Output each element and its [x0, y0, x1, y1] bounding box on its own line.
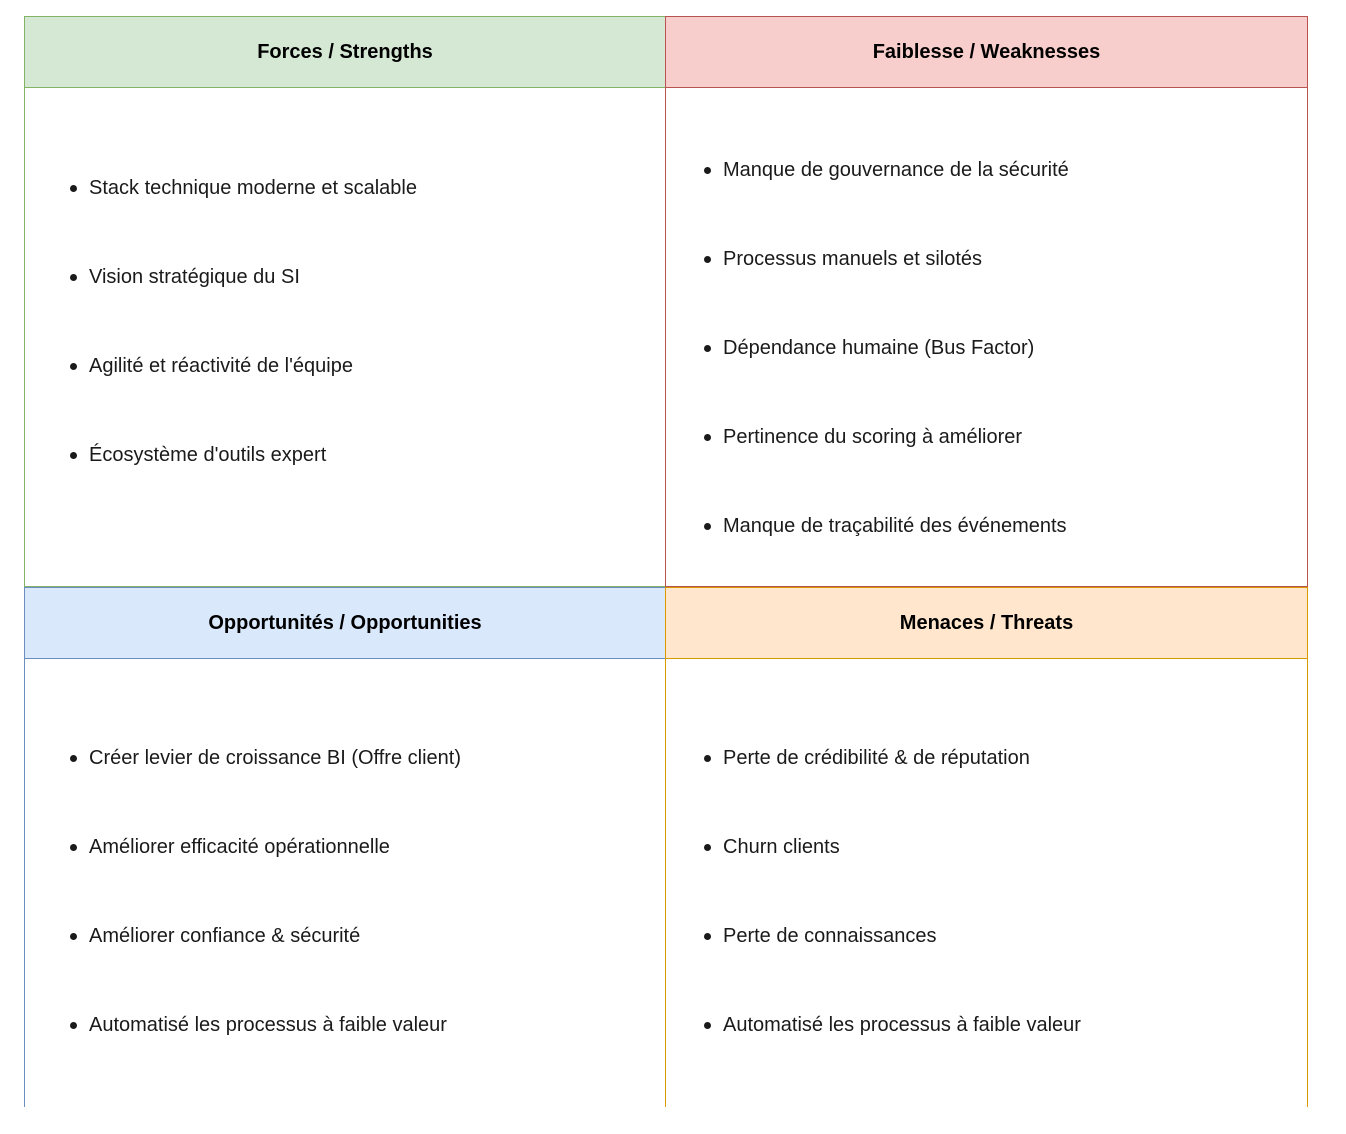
strengths-item: Écosystème d'outils expert: [70, 443, 326, 467]
opportunities-item: Créer levier de croissance BI (Offre client): [70, 746, 461, 770]
bullet-icon: [704, 755, 711, 762]
opportunities-list: [24, 659, 666, 1107]
strengths-header: Forces / Strengths: [24, 16, 666, 88]
bullet-icon: [70, 274, 77, 281]
bullet-icon: [70, 363, 77, 370]
bullet-icon: [70, 755, 77, 762]
opportunities-item: Améliorer efficacité opérationnelle: [70, 835, 390, 859]
weaknesses-item: Manque de traçabilité des événements: [704, 514, 1067, 538]
strengths-item: Stack technique moderne et scalable: [70, 176, 417, 200]
opportunities-quadrant: [24, 587, 666, 1107]
bullet-icon: [704, 345, 711, 352]
bullet-icon: [704, 256, 711, 263]
weaknesses-quadrant: [665, 16, 1308, 587]
opportunities-item: Améliorer confiance & sécurité: [70, 924, 360, 948]
threats-list: [665, 659, 1308, 1107]
bullet-icon: [704, 167, 711, 174]
weaknesses-item: Dépendance humaine (Bus Factor): [704, 336, 1034, 360]
opportunities-item: Automatisé les processus à faible valeur: [70, 1013, 447, 1037]
strengths-item: Vision stratégique du SI: [70, 265, 300, 289]
bullet-icon: [704, 523, 711, 530]
bullet-icon: [704, 1022, 711, 1029]
threats-item: Perte de connaissances: [704, 924, 936, 948]
bullet-icon: [70, 844, 77, 851]
weaknesses-header: Faiblesse / Weaknesses: [665, 16, 1308, 88]
weaknesses-item: Pertinence du scoring à améliorer: [704, 425, 1022, 449]
bullet-icon: [704, 933, 711, 940]
weaknesses-item: Manque de gouvernance de la sécurité: [704, 158, 1069, 182]
threats-header: Menaces / Threats: [665, 587, 1308, 659]
threats-quadrant: [665, 587, 1308, 1107]
strengths-quadrant: [24, 16, 666, 587]
threats-item: Perte de crédibilité & de réputation: [704, 746, 1030, 770]
bullet-icon: [70, 933, 77, 940]
opportunities-header: Opportunités / Opportunities: [24, 587, 666, 659]
bullet-icon: [704, 844, 711, 851]
bullet-icon: [704, 434, 711, 441]
strengths-item: Agilité et réactivité de l'équipe: [70, 354, 353, 378]
bullet-icon: [70, 1022, 77, 1029]
weaknesses-item: Processus manuels et silotés: [704, 247, 982, 271]
strengths-list: [24, 88, 666, 587]
weaknesses-list: [665, 88, 1308, 587]
threats-item: Churn clients: [704, 835, 840, 859]
bullet-icon: [70, 185, 77, 192]
threats-item: Automatisé les processus à faible valeur: [704, 1013, 1081, 1037]
bullet-icon: [70, 452, 77, 459]
